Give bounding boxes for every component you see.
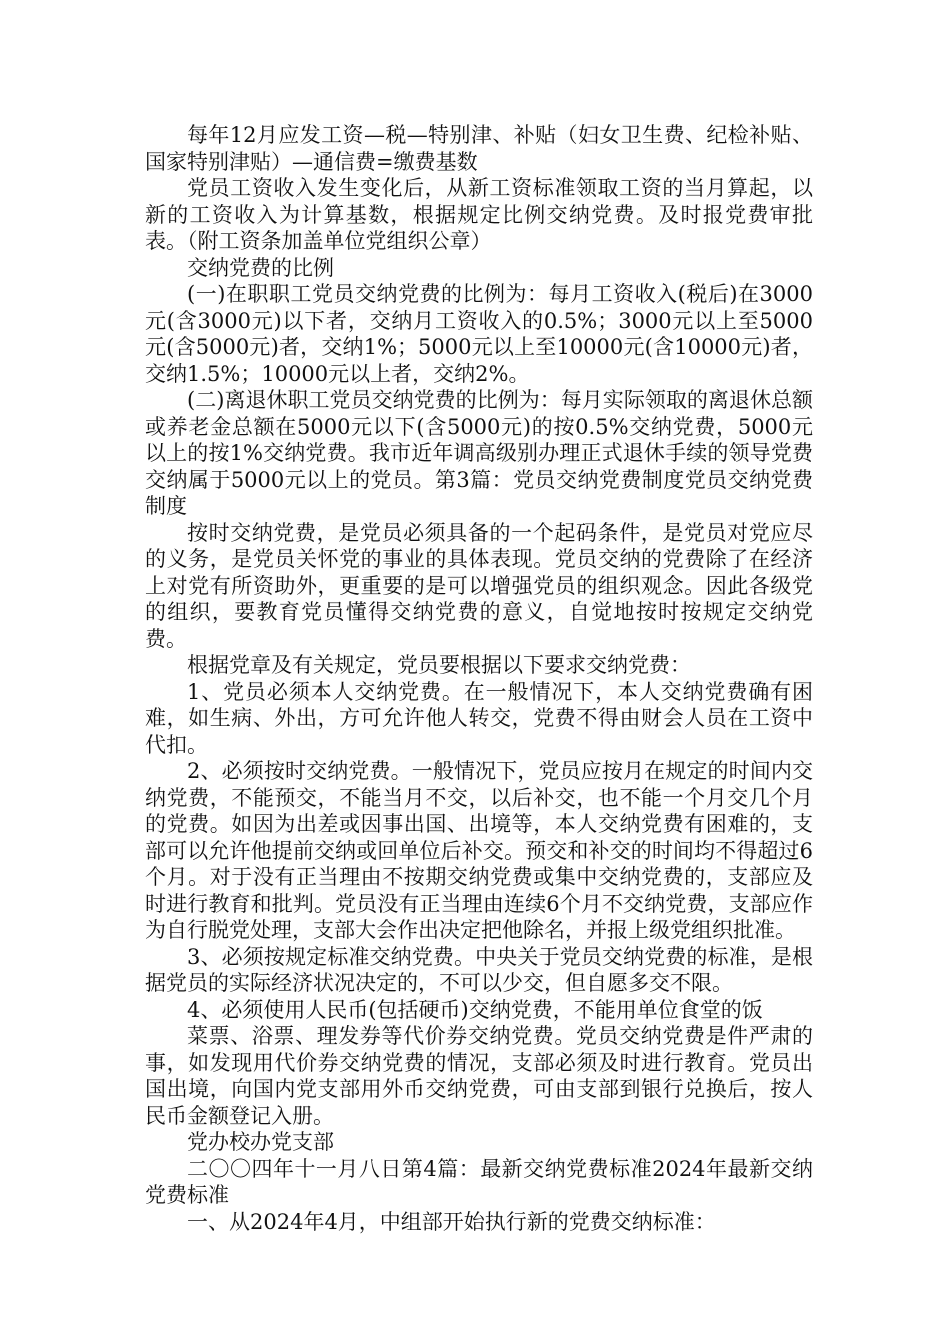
paragraph-rule-1: 1、党员必须本人交纳党费。在一般情况下，本人交纳党费确有困难，如生病、外出，方可允许他人转交，党费不得由财会人员在工资中代扣。 xyxy=(145,679,813,757)
paragraph-rule-2: 2、必须按时交纳党费。一般情况下，党员应按月在规定的时间内交纳党费，不能预交，不能当月不交，以后补交，也不能一个月交几个月的党费。如因为出差或因事出国、出境等，本人交纳党费有困难的，支部可以允许他提前交纳或回单位后补交。预交和补交的时间均不得超过6个月。对于没有正当理由不按期交纳党费或集中交纳党费的，支部应及时进行教育和批判。党员没有正当理由连续6个月不交纳党费，支部应作为自行脱党处理，支部大会作出决定把他除名，并报上级党组织批准。 xyxy=(145,759,813,942)
paragraph-rule-4: 4、必须使用人民币(包括硬币)交纳党费，不能用单位食堂的饭 xyxy=(187,997,763,1022)
document-body xyxy=(145,122,813,1235)
paragraph-on-time-payment: 按时交纳党费，是党员必须具备的一个起码条件，是党员对党应尽的义务，是党员关怀党的事业的具体表现。党员交纳的党费除了在经济上对党有所资助外，更重要的是可以增强党员的组织观念。因此各级党的组织，要教育党员懂得交纳党费的意义，自觉地按时按规定交纳党费。 xyxy=(145,520,813,651)
paragraph-rule-4-continued: 菜票、浴票、理发券等代价券交纳党费。党员交纳党费是件严肃的事，如发现用代价券交纳党费的情况，支部必须及时进行教育。党员出国出境，向国内党支部用外币交纳党费，可由支部到银行兑换后，按人民币金额登记入册。 xyxy=(145,1024,813,1128)
paragraph-income-change: 党员工资收入发生变化后，从新工资标准领取工资的当月算起，以新的工资收入为计算基数，根据规定比例交纳党费。及时报党费审批表。（附工资条加盖单位党组织公章） xyxy=(145,176,813,253)
paragraph-signature-branch: 党办校办党支部 xyxy=(187,1130,334,1154)
paragraph-date-and-section-4: 二〇〇四年十一月八日第4篇：最新交纳党费标准2024年最新交纳党费标准 xyxy=(145,1156,813,1207)
paragraph-rule-3: 3、必须按规定标准交纳党费。中央关于党员交纳党费的标准，是根据党员的实际经济状况决定的，不可以少交，但自愿多交不限。 xyxy=(145,944,813,995)
paragraph-working-staff-ratio: (一)在职职工党员交纳党费的比例为：每月工资收入(税后)在3000元(含3000元)以下者，交纳月工资收入的0.5%；3000元以上至5000元(含5000元)者，交纳1%；5000元以上至10000元(含10000元)者，交纳1.5%；10000元以上者，交纳2%。 xyxy=(145,282,813,386)
paragraph-ratio-heading: 交纳党费的比例 xyxy=(187,255,334,280)
paragraph-new-standard: 一、从2024年4月，中组部开始执行新的党费交纳标准： xyxy=(187,1209,716,1234)
paragraph-retired-staff-ratio: (二)离退休职工党员交纳党费的比例为：每月实际领取的离退休总额或养老金总额在5000元以下(含5000元)的按0.5%交纳党费，5000元以上的按1%交纳党费。我市近年调高级别办理正式退休手续的领导党费交纳属于5000元以上的党员。第3篇：党员交纳党费制度党员交纳党费制度 xyxy=(145,388,813,518)
paragraph-payment-base: 每年12月应发工资—税—特别津、补贴（妇女卫生费、纪检补贴、国家特别津贴）—通信费=缴费基数 xyxy=(145,123,813,174)
paragraph-requirements-intro: 根据党章及有关规定，党员要根据以下要求交纳党费： xyxy=(187,653,691,677)
